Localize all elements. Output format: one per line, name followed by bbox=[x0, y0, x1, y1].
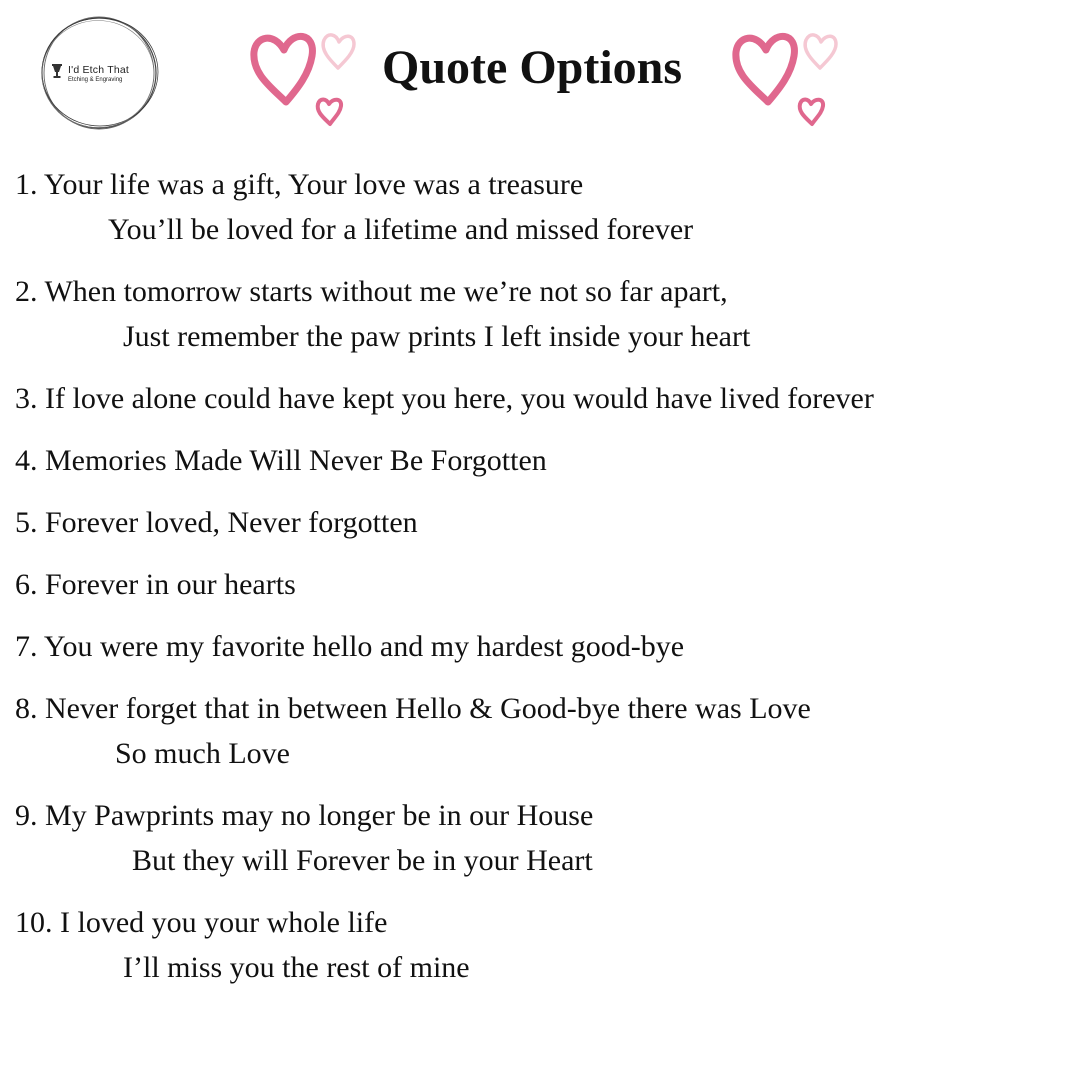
quote-continuation: I’ll miss you the rest of mine bbox=[123, 951, 470, 984]
quote-item-6 bbox=[15, 562, 1065, 607]
hearts-right-icon bbox=[728, 16, 844, 128]
quote-item-4 bbox=[15, 438, 1065, 483]
quote-item-3 bbox=[15, 376, 1065, 421]
quote-continuation: You’ll be loved for a lifetime and missed forever bbox=[108, 213, 694, 246]
quote-item-5 bbox=[15, 500, 1065, 545]
logo-tagline: Etching & Engraving bbox=[68, 77, 123, 83]
quote-line: 9. My Pawprints may no longer be in our House bbox=[15, 799, 594, 832]
etching-glass-icon bbox=[52, 64, 62, 78]
quote-continuation: So much Love bbox=[115, 737, 290, 770]
logo-brand-name: I'd Etch That bbox=[68, 64, 130, 76]
quote-item-10 bbox=[15, 900, 1065, 990]
quote-line: 1. Your life was a gift, Your love was a treasure bbox=[15, 168, 584, 201]
page-title: Quote Options bbox=[382, 41, 683, 94]
brand-logo bbox=[38, 14, 160, 132]
quote-item-7 bbox=[15, 624, 1065, 669]
quote-line: 5. Forever loved, Never forgotten bbox=[15, 506, 418, 539]
quote-line: 10. I loved you your whole life bbox=[15, 906, 388, 939]
quote-item-2 bbox=[15, 269, 1065, 359]
quote-line: 3. If love alone could have kept you here, you would have lived forever bbox=[15, 382, 874, 415]
quote-line: 8. Never forget that in between Hello & Good-bye there was Love bbox=[15, 692, 811, 725]
quote-line: 7. You were my favorite hello and my hardest good-bye bbox=[15, 630, 685, 663]
quote-line: 6. Forever in our hearts bbox=[15, 568, 296, 601]
hearts-left-icon bbox=[246, 16, 362, 128]
quote-item-8 bbox=[15, 686, 1065, 776]
quote-item-1 bbox=[15, 162, 1065, 252]
quote-continuation: Just remember the paw prints I left inside your heart bbox=[123, 320, 751, 353]
quote-item-9 bbox=[15, 793, 1065, 883]
quote-line: 2. When tomorrow starts without me we’re not so far apart, bbox=[15, 275, 728, 308]
quote-continuation: But they will Forever be in your Heart bbox=[132, 844, 593, 877]
quote-list bbox=[15, 162, 1065, 990]
quote-line: 4. Memories Made Will Never Be Forgotten bbox=[15, 444, 547, 477]
